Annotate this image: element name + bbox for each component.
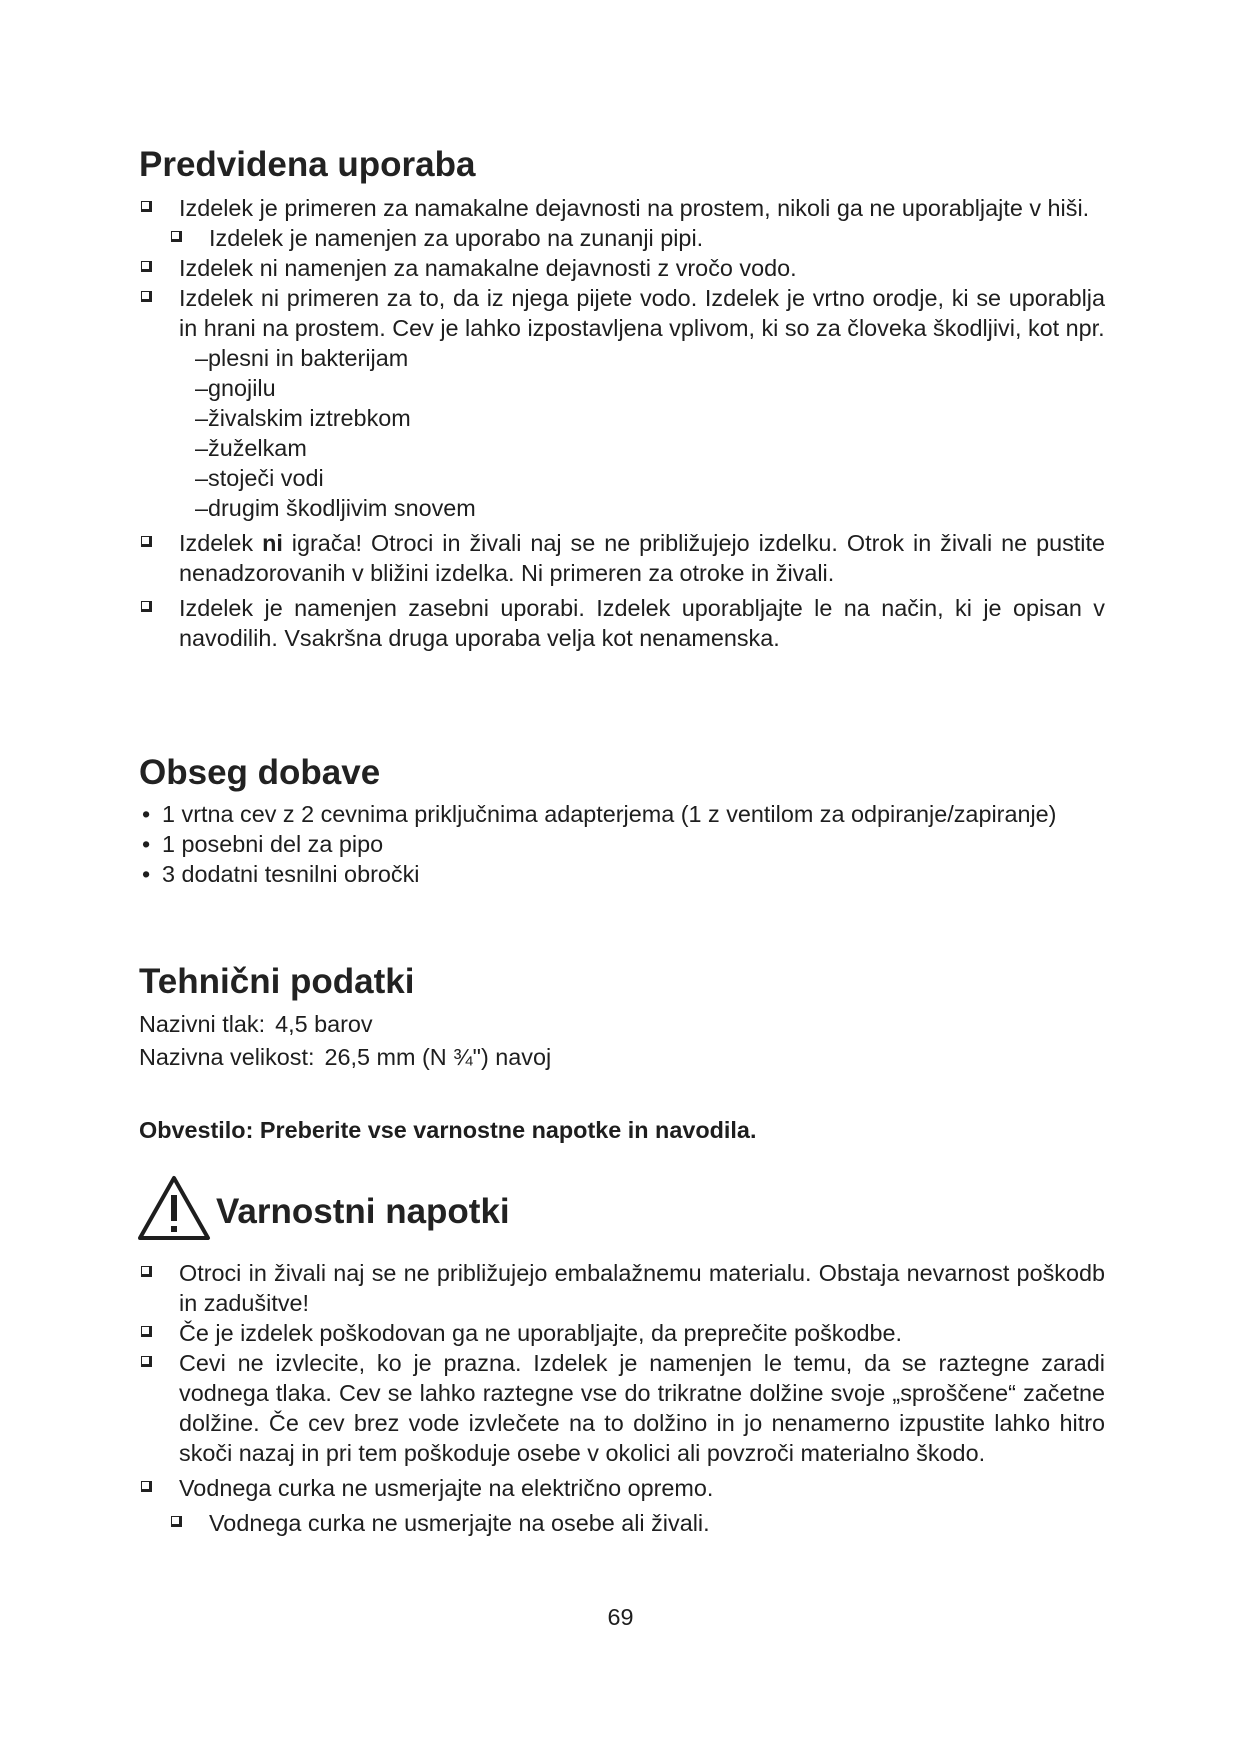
list-item: Otroci in živali naj se ne približujejo embalažnemu materialu. Obstaja nevarnost poškodb in zadušitve! <box>139 1258 1105 1318</box>
checkbox-bullet-icon <box>141 201 152 212</box>
sub-list-item: –stoječi vodi <box>195 465 324 491</box>
list-item: Izdelek je namenjen za uporabo na zunanji pipi. <box>169 223 1105 253</box>
intended-use-list <box>139 193 1105 653</box>
sub-list-item: –gnojilu <box>195 375 276 401</box>
bullet-dot-icon: • <box>142 831 151 857</box>
tech-row: Nazivna velikost: 26,5 mm (N ¾") navoj <box>139 1044 552 1070</box>
checkbox-bullet-icon <box>141 1356 152 1367</box>
bullet-item: • 1 posebni del za pipo <box>142 831 384 857</box>
checkbox-bullet-icon <box>141 291 152 302</box>
heading-tehnicni-podatki: Tehnični podatki <box>139 962 415 1001</box>
sub-list-item: –živalskim iztrebkom <box>195 405 411 431</box>
bullet-dot-icon: • <box>142 861 151 887</box>
notice-text: Obvestilo: Preberite vse varnostne napotke in navodila. <box>139 1117 757 1143</box>
page-number: 69 <box>607 1604 634 1630</box>
checkbox-bullet-icon <box>171 231 182 242</box>
list-item: Vodnega curka ne usmerjajte na osebe ali živali. <box>169 1508 1105 1538</box>
list-item: Če je izdelek poškodovan ga ne uporabljajte, da preprečite poškodbe. <box>139 1318 1105 1348</box>
heading-predvidena-uporaba: Predvidena uporaba <box>139 145 476 184</box>
checkbox-bullet-icon <box>141 1326 152 1337</box>
checkbox-bullet-icon <box>141 1266 152 1277</box>
list-item: Izdelek je primeren za namakalne dejavnosti na prostem, nikoli ga ne uporabljajte v hiši. <box>139 193 1105 223</box>
list-item: Izdelek ni primeren za to, da iz njega pijete vodo. Izdelek je vrtno orodje, ki se uporablja in hrani na prostem. Cev je lahko izpostavljena vplivom, ki so za človeka škodljivi, kot npr. <box>139 283 1105 343</box>
delivery-list <box>139 799 1089 889</box>
checkbox-bullet-icon <box>141 601 152 612</box>
bullet-item: • 3 dodatni tesnilni obročki <box>142 861 420 887</box>
heading-obseg-dobave: Obseg dobave <box>139 753 381 792</box>
sub-list-item: –plesni in bakterijam <box>195 345 409 371</box>
list-item: Izdelek ni namenjen za namakalne dejavnosti z vročo vodo. <box>139 253 1105 283</box>
tech-row: Nazivni tlak: 4,5 barov <box>139 1011 373 1037</box>
bullet-item: • 1 vrtna cev z 2 cevnima priključnima adapterjema (1 z ventilom za odpiranje/zapiranje) <box>142 801 1057 827</box>
heading-varnostni-napotki: Varnostni napotki <box>216 1192 510 1231</box>
sub-list-item: –žuželkam <box>195 435 307 461</box>
list-item: Izdelek ni igrača! Otroci in živali naj se ne približujejo izdelku. Otrok in živali ne pustite nenadzorovanih v bližini izdelka. Ni primeren za otroke in živali. <box>139 528 1105 588</box>
checkbox-bullet-icon <box>141 1481 152 1492</box>
list-item: Izdelek je namenjen zasebni uporabi. Izdelek uporabljajte le na način, ki je opisan v navodilih. Vsakršna druga uporaba velja kot nenamenska. <box>139 593 1105 653</box>
checkbox-bullet-icon <box>141 536 152 547</box>
bullet-dot-icon: • <box>142 801 151 827</box>
safety-list <box>139 1258 1105 1538</box>
list-item: Vodnega curka ne usmerjajte na električno opremo. <box>139 1473 1105 1503</box>
checkbox-bullet-icon <box>171 1516 182 1527</box>
warning-triangle-icon <box>137 1175 211 1241</box>
sub-list-item: –drugim škodljivim snovem <box>195 495 476 521</box>
list-item: Cevi ne izvlecite, ko je prazna. Izdelek je namenjen le temu, da se raztegne zaradi vodnega tlaka. Cev se lahko raztegne vse do trikratne dolžine svoje „sproščene“ začetne dolžine. Če cev brez vode izvlečete na to dolžino in jo nenamerno izpustite lahko hitro skoči nazaj in pri tem poškoduje osebe v okolici ali povzroči materialno škodo. <box>139 1348 1105 1468</box>
checkbox-bullet-icon <box>141 261 152 272</box>
